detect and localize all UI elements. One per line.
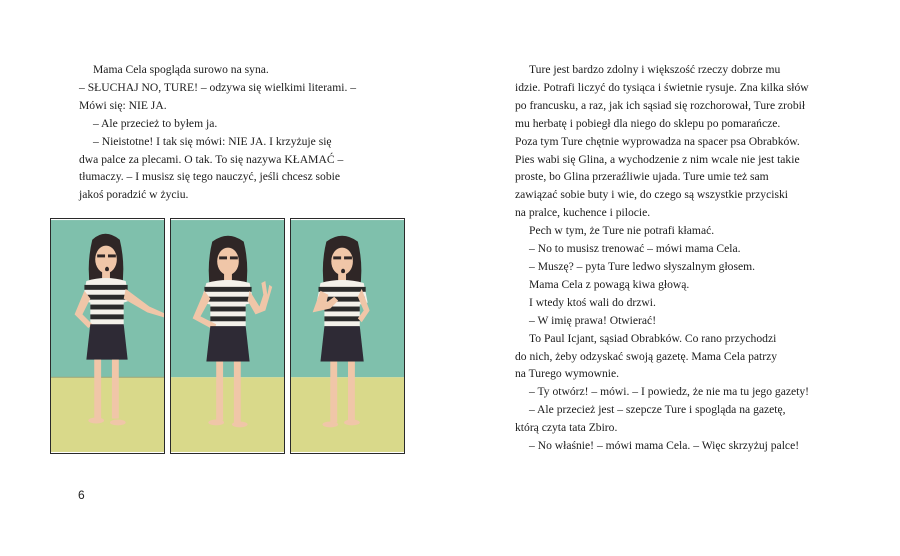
- text-line: idzie. Potrafi liczyć do tysiąca i świetnie rysuje. Zna kilka słów: [515, 80, 809, 94]
- left-page-text: [79, 61, 409, 204]
- text-line: Ture jest bardzo zdolny i większość rzeczy dobrze mu: [529, 63, 781, 76]
- text-line: tłumaczy. – I musisz się tego nauczyć, jeśli chcesz sobie: [79, 170, 340, 184]
- text-line: I wtedy ktoś wali do drzwi.: [529, 295, 656, 309]
- text-line: – Ale przecież jest – szepcze Ture i spogląda na gazetę,: [529, 403, 786, 417]
- text-line: – Muszę? – pyta Ture ledwo słyszalnym głosem.: [529, 259, 756, 273]
- text-line: którą czyta tata Zbiro.: [515, 421, 618, 435]
- text-line: zawiązać sobie buty i wie, do czego są wszystkie przyciski: [515, 188, 789, 202]
- illustration-panel-behind-back: [290, 218, 405, 454]
- text-line: Mówi się: NIE JA.: [79, 98, 167, 112]
- text-line: dwa palce za plecami. O tak. To się nazywa KŁAMAĆ –: [79, 152, 344, 166]
- text-line: Pies wabi się Glina, a wychodzenie z nim wcale nie jest takie: [515, 152, 800, 166]
- text-line: – Nieistotne! I tak się mówi: NIE JA. I krzyżuje się: [93, 134, 332, 148]
- text-line: Mama Cela z powagą kiwa głową.: [529, 277, 690, 291]
- text-line: jakoś poradzić w życiu.: [79, 188, 189, 202]
- text-line: – Ty otwórz! – mówi. – I powiedz, że nie ma tu jego gazety!: [529, 385, 810, 399]
- right-page-text: [515, 61, 835, 455]
- mother-crossing-fingers-illustration: [171, 219, 284, 453]
- text-line: – No właśnie! – mówi mama Cela. – Więc skrzyżuj palce!: [529, 439, 800, 453]
- text-line: Mama Cela spogląda surowo na syna.: [93, 63, 269, 76]
- text-line: – W imię prawa! Otwierać!: [529, 313, 657, 327]
- illustration-panel-crossing-fingers: [170, 218, 285, 454]
- text-line: – No to musisz trenować – mówi mama Cela.: [529, 242, 741, 256]
- text-line: mu herbatę i pobiegł dla niego do sklepu po pomarańcze.: [515, 116, 781, 130]
- text-line: po francusku, a raz, jak ich sąsiad się rozchorował, Ture zrobił: [515, 98, 806, 112]
- text-line: na pralce, kuchence i pilocie.: [515, 206, 651, 220]
- text-line: na Turego wymownie.: [515, 367, 620, 381]
- text-line: proste, bo Glina przeraźliwie ujada. Ture umie też sam: [515, 170, 769, 184]
- text-line: – Ale przecież to byłem ja.: [93, 116, 218, 130]
- mother-pointing-illustration: [51, 219, 164, 453]
- page-number: 6: [78, 488, 85, 502]
- text-line: Poza tym Ture chętnie wyprowadza na spacer psa Obrabków.: [515, 134, 800, 148]
- text-line: Pech w tym, że Ture nie potrafi kłamać.: [529, 224, 715, 238]
- text-line: – SŁUCHAJ NO, TURE! – odzywa się wielkimi literami. –: [79, 80, 357, 94]
- text-line: do nich, żeby odzyskać swoją gazetę. Mama Cela patrzy: [515, 349, 778, 363]
- mother-hand-on-chest-illustration: [291, 219, 404, 453]
- illustration-panel-pointing: [50, 218, 165, 454]
- text-line: To Paul Icjant, sąsiad Obrabków. Co rano przychodzi: [529, 331, 777, 345]
